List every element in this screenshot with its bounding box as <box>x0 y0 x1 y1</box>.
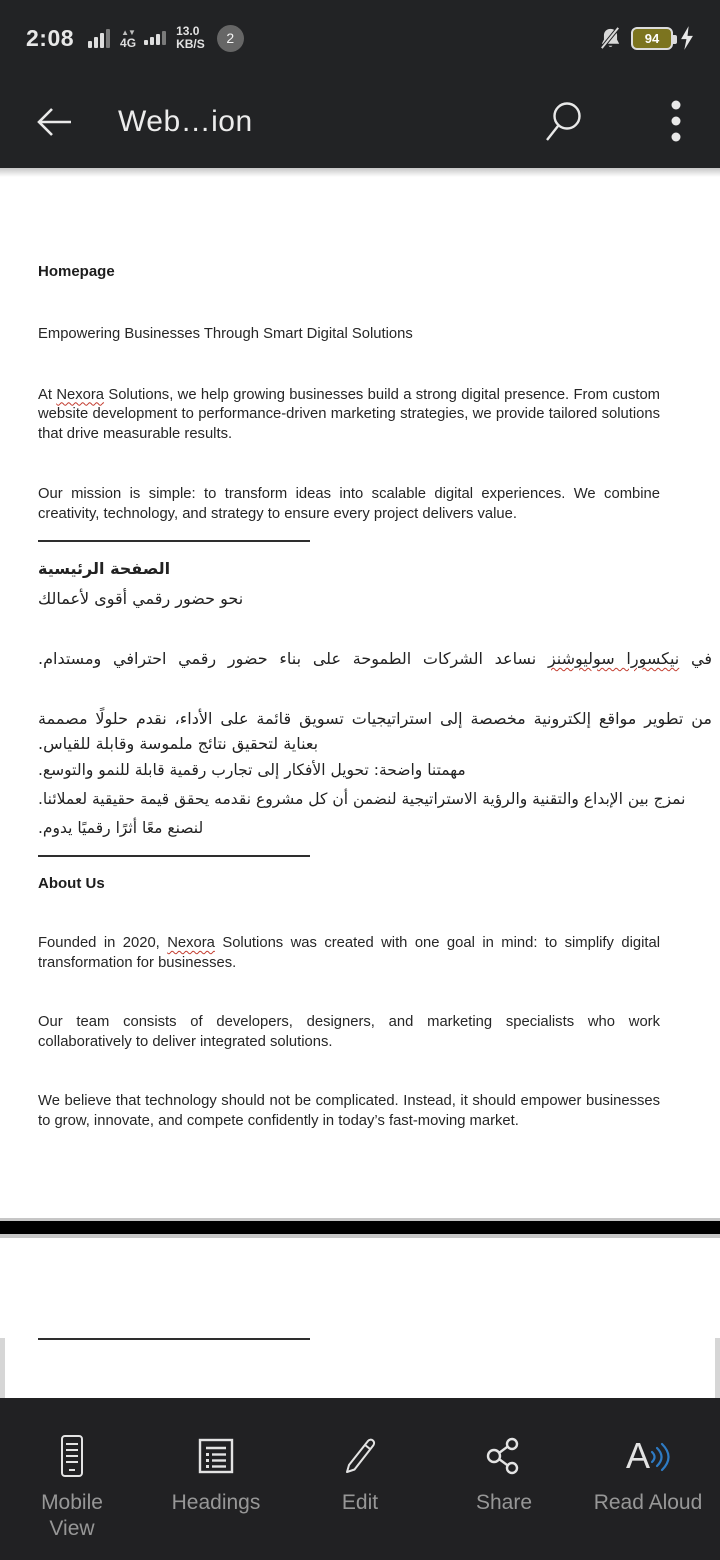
data-arrows-icon: ▲▼ <box>121 28 135 37</box>
search-button[interactable] <box>540 98 588 146</box>
misspelled-word-arabic: نيكسورا سوليوشنز <box>547 649 680 668</box>
headings-button[interactable] <box>144 1432 288 1516</box>
read-aloud-button[interactable] <box>576 1432 720 1516</box>
misspelled-word: Nexora <box>167 935 215 951</box>
misspelled-word: Nexora <box>56 386 105 403</box>
notification-count-badge: 2 <box>217 25 244 52</box>
heading-arabic-homepage: الصفحة الرئيسية <box>38 559 171 578</box>
signal-strength-icon-2 <box>144 31 166 45</box>
document-view[interactable] <box>0 168 720 1398</box>
horizontal-rule <box>38 855 310 857</box>
back-button[interactable] <box>30 98 78 146</box>
line-arabic-mission: مهمتنا واضحة: تحويل الأفكار إلى تجارب رقمية قابلة للنمو والتوسع. <box>38 761 466 779</box>
toolbar-label: Mobile View <box>41 1491 103 1540</box>
read-aloud-icon: A <box>626 1432 670 1480</box>
paragraph-tagline: Empowering Businesses Through Smart Digital Solutions <box>38 326 413 342</box>
paragraph-intro: At Nexora Solutions, we help growing businesses build a strong digital presence. From custom website development to performance-driven marketing strategies, we provide tailored solutions that drive measurable results. <box>38 386 661 442</box>
line-arabic-blend: نمزج بين الإبداع والتقنية والرؤية الاستراتيجية لنضمن أن كل مشروع نقدمه يحقق قيمة حقيقية لعملائنا. <box>38 790 686 808</box>
paragraph-arabic-services: من تطوير مواقع إلكترونية مخصصة إلى استراتيجيات تسويق قائمة على الأداء، نقدم حلولًا مصممة بعناية لتحقيق نتائج ملموسة وقابلة للقياس. <box>38 709 712 753</box>
share-button[interactable] <box>432 1432 576 1516</box>
paragraph-arabic-tagline: نحو حضور رقمي أقوى لأعمالك <box>38 589 244 608</box>
notifications-muted-icon <box>597 25 624 52</box>
battery-indicator: 94 <box>631 27 673 50</box>
clock: 2:08 <box>26 24 75 51</box>
paragraph-team: Our team consists of developers, designers, and marketing specialists who work collaboratively to deliver integrated solutions. <box>38 1014 660 1050</box>
horizontal-rule <box>38 540 310 542</box>
back-arrow-icon <box>33 105 75 139</box>
bottom-toolbar <box>0 1398 720 1560</box>
document-page-1 <box>0 168 720 1218</box>
network-speed: 13.0 KB/S <box>176 24 205 51</box>
page-break <box>0 1218 720 1238</box>
charging-bolt-icon <box>680 26 694 50</box>
search-icon <box>543 100 585 144</box>
horizontal-rule <box>38 1338 310 1340</box>
toolbar-label: Share <box>475 1491 533 1514</box>
app-bar <box>0 76 720 168</box>
line-arabic-cta: لنصنع معًا أثرًا رقميًا يدوم. <box>38 819 204 837</box>
mobile-view-button[interactable] <box>0 1432 144 1542</box>
toolbar-label: Read Aloud <box>593 1491 703 1514</box>
app-bar-shadow <box>0 168 720 177</box>
headings-icon <box>196 1432 236 1480</box>
paragraph-arabic-lines <box>38 756 712 843</box>
edit-pencil-icon <box>339 1432 381 1480</box>
toolbar-label: Headings <box>171 1491 261 1514</box>
overflow-menu-button[interactable] <box>654 98 698 146</box>
paragraph-arabic-intro: في نيكسورا سوليوشنز نساعد الشركات الطموحة على بناء حضور رقمي احترافي ومستدام. <box>38 649 713 668</box>
share-icon <box>484 1432 524 1480</box>
edit-button[interactable] <box>288 1432 432 1516</box>
three-dots-menu-icon <box>670 99 682 145</box>
signal-strength-icon <box>88 28 110 48</box>
heading-about-us: About Us <box>38 875 105 892</box>
network-type-indicator: ▲▼ 4G <box>120 28 137 50</box>
toolbar-label: Edit <box>341 1491 379 1514</box>
document-title: Web…ion <box>118 105 253 138</box>
paragraph-founded: Founded in 2020, Nexora Solutions was created with one goal in mind: to simplify digital transformation for businesses. <box>38 935 660 971</box>
paragraph-mission: Our mission is simple: to transform ideas into scalable digital experiences. We combine creativity, technology, and strategy to ensure every project delivers value. <box>38 486 660 522</box>
mobile-view-icon <box>55 1432 89 1480</box>
paragraph-believe: We believe that technology should not be complicated. Instead, it should empower businesses to grow, innovate, and compete confidently in today’s fast-moving market. <box>38 1093 660 1129</box>
status-bar <box>0 0 720 76</box>
heading-homepage: Homepage <box>38 263 115 280</box>
